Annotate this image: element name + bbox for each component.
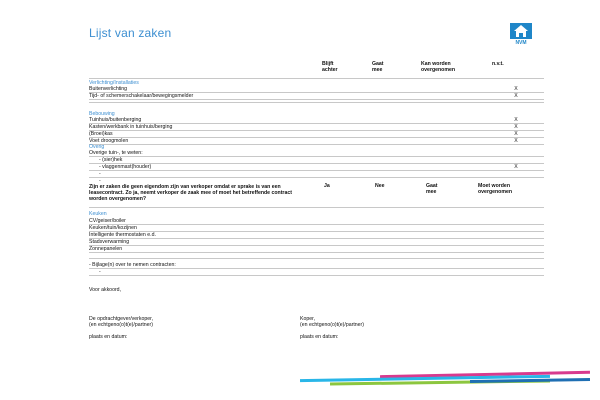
lease-question: Zijn er zaken die geen eigendom zijn van verkoper omdat er sprake is van een leasecontract. Zo ja, neemt verkoper de zaak mee of moet het betreffende contract worden overgenomen? [89, 184, 292, 202]
bijlage-item: - [99, 269, 101, 275]
table-row [89, 117, 544, 124]
col-kan-worden [421, 62, 455, 73]
table-row [89, 138, 544, 145]
col-kan-line2: overgenomen [421, 66, 456, 73]
row-label: Voet droogmolen [89, 138, 129, 144]
row-label: Overige tuin-, te weten: [89, 150, 143, 156]
table-row [89, 239, 544, 246]
buyer-signature-block [300, 316, 364, 328]
row-label: Intelligente thermostaten e.d. [89, 232, 156, 238]
col-gaat-line1: Gaat [372, 61, 384, 67]
col-gaat-line2: mee [372, 66, 383, 73]
table-row [89, 269, 544, 276]
table-row [89, 232, 544, 239]
section-verlichting-heading: Verlichting/Installaties [89, 80, 139, 86]
buyer-line2: (en echtgeno(o)t(e)/partner) [300, 322, 365, 328]
table-row [89, 157, 544, 164]
row-mark: X [514, 124, 518, 130]
row-mark: X [514, 164, 518, 170]
col-blijft-line1: Blijft [322, 61, 334, 67]
col-nvt: n.v.t. [492, 61, 504, 67]
row-label: CV/geiser/boiler [89, 218, 126, 224]
row-label: Keuken/tuin/kozijnen [89, 225, 137, 231]
row-label: - [99, 171, 101, 177]
buyer-line1: Koper, [300, 316, 315, 322]
col-moet-worden [478, 184, 512, 195]
divider [89, 78, 544, 79]
akkoord-text: Voor akkoord, [89, 287, 122, 293]
row-mark: X [514, 86, 518, 92]
section-keuken-heading: Keuken [89, 211, 107, 217]
section-bebouwing-heading: Bebouwing [89, 111, 115, 117]
bijlage-label: - Bijlage(n) over te nemen contracten: [89, 262, 176, 268]
row-label: Buitenverlichting [89, 86, 128, 92]
row-mark: X [514, 138, 518, 144]
row-label: Stadsverwarming [89, 239, 130, 245]
row-label: Kasten/werkbank in tuinhuis/berging [89, 124, 173, 130]
page-title: Lijst van zaken [89, 26, 172, 40]
seller-place-date: plaats en datum: [89, 334, 128, 340]
section-overig-heading: Overig [89, 144, 105, 150]
col-gaat-mee [426, 184, 438, 195]
seller-line2: (en echtgeno(o)t(e)/partner) [89, 322, 154, 328]
row-mark: X [514, 117, 518, 123]
divider [89, 207, 544, 208]
row-label: - (sier)hek [99, 157, 123, 163]
col-blijft-line2: achter [322, 66, 338, 73]
divider [89, 258, 544, 259]
table-row [89, 86, 544, 93]
col-gaat-mee-line2: mee [426, 188, 437, 195]
row-label: Tuinhuis/buitenberging [89, 117, 142, 123]
row-label: - vlaggenmast(houder) [99, 164, 152, 170]
row-label: - [99, 178, 101, 184]
col-gaat-mee-line1: Gaat [426, 183, 438, 189]
col-moet-line1: Moet worden [478, 183, 510, 189]
row-label: (Broei)kas [89, 131, 113, 137]
col-blijft [322, 62, 338, 73]
col-ja: Ja [324, 183, 330, 189]
seller-signature-block [89, 316, 153, 328]
col-moet-line2: overgenomen [478, 188, 513, 195]
row-label: Zonnepanelen [89, 246, 123, 252]
table-row [89, 171, 544, 178]
table-row [89, 150, 544, 157]
table-row [89, 124, 544, 131]
col-nee: Nee [375, 183, 385, 189]
table-row [89, 218, 544, 225]
row-label: Tijd- of schemerschakelaar/bewegingsmelder [89, 93, 194, 99]
row-mark: X [514, 131, 518, 137]
row-mark: X [514, 93, 518, 99]
table-row [89, 131, 544, 138]
col-gaat [372, 62, 384, 73]
divider [89, 102, 544, 103]
buyer-place-date: plaats en datum: [300, 334, 339, 340]
col-kan-line1: Kan worden [421, 61, 451, 67]
table-row [89, 225, 544, 232]
table-row [89, 93, 544, 100]
table-row [89, 262, 544, 269]
table-row [89, 164, 544, 171]
seller-line1: De opdrachtgever/verkoper, [89, 316, 154, 322]
table-row [89, 246, 544, 253]
logo-text: NVM [515, 40, 527, 46]
